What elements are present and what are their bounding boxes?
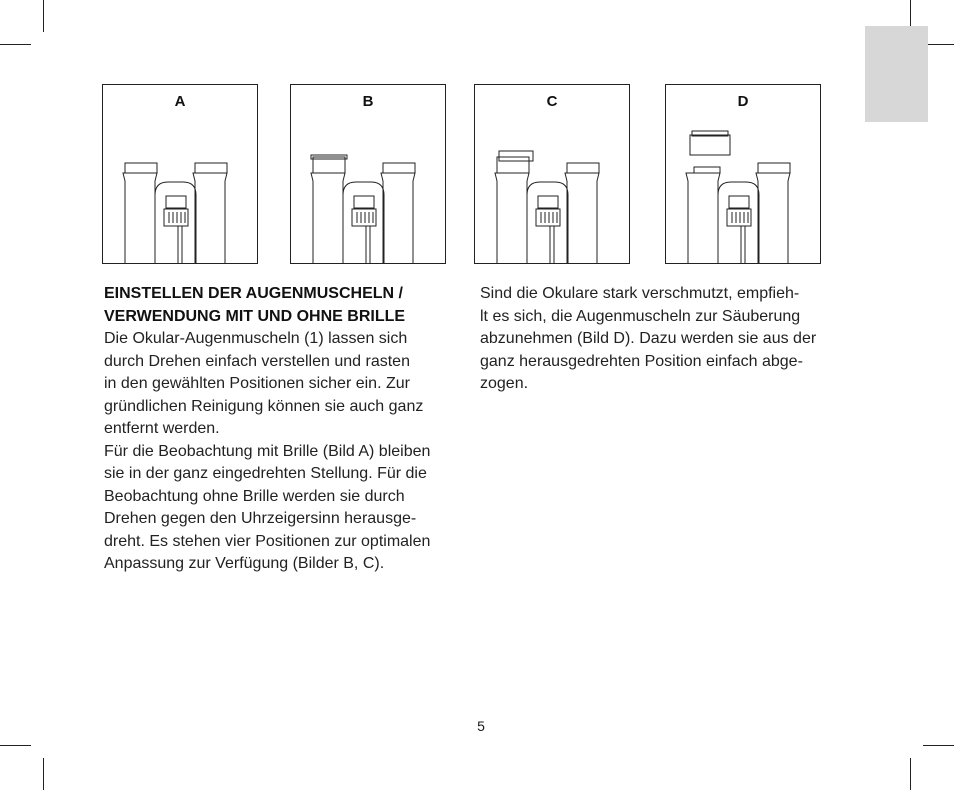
crop-mark bbox=[0, 44, 31, 45]
binocular-illustration bbox=[103, 85, 258, 264]
figure-b bbox=[290, 84, 446, 264]
section-heading bbox=[104, 283, 444, 328]
crop-mark bbox=[910, 758, 911, 790]
text-line: in den gewählten Positionen sicher ein. Zur bbox=[104, 375, 410, 392]
crop-mark bbox=[0, 745, 31, 746]
left-body-text bbox=[104, 328, 430, 576]
binocular-illustration bbox=[291, 85, 446, 264]
text-line: dreht. Es stehen vier Positionen zur optimalen bbox=[104, 532, 431, 550]
figure-label: B bbox=[362, 93, 374, 110]
figure-a bbox=[102, 84, 258, 264]
binocular-illustration bbox=[666, 85, 821, 264]
crop-mark bbox=[43, 758, 44, 790]
page-number: 5 bbox=[477, 718, 485, 734]
figure-label: C bbox=[546, 93, 558, 110]
figure-label: D bbox=[737, 93, 749, 110]
text-line: ganz herausgedrehten Position einfach abge- bbox=[480, 352, 803, 370]
text-line: Die Okular-Augenmuscheln (1) lassen sich bbox=[104, 330, 408, 347]
text-line: Beobachtung ohne Brille werden sie durch bbox=[104, 487, 405, 505]
text-line: Drehen gegen den Uhrzeigersinn herausge- bbox=[104, 510, 417, 527]
text-line: entfernt werden. bbox=[104, 420, 220, 437]
crop-mark bbox=[923, 745, 954, 746]
crop-mark bbox=[43, 0, 44, 32]
text-line: gründlichen Reinigung können sie auch ganz bbox=[104, 397, 424, 415]
text-line: durch Drehen einfach verstellen und rasten bbox=[104, 352, 410, 370]
text-line: zogen. bbox=[480, 375, 529, 392]
figure-d bbox=[665, 84, 821, 264]
heading-line: VERWENDUNG MIT UND OHNE BRILLE bbox=[104, 307, 406, 325]
right-body-text bbox=[480, 283, 816, 396]
text-line: abzunehmen (Bild D). Dazu werden sie aus der bbox=[480, 330, 817, 347]
text-line: sie in der ganz eingedrehten Stellung. Für die bbox=[104, 465, 427, 482]
figure-c bbox=[474, 84, 630, 264]
text-line: Anpassung zur Verfügung (Bilder B, C). bbox=[104, 555, 385, 572]
heading-line: EINSTELLEN DER AUGENMUSCHELN / bbox=[104, 285, 403, 302]
text-line: Für die Beobachtung mit Brille (Bild A) bleiben bbox=[104, 442, 431, 460]
text-line: lt es sich, die Augenmuscheln zur Säuberung bbox=[480, 307, 801, 325]
binocular-illustration bbox=[475, 85, 630, 264]
figure-label: A bbox=[174, 93, 186, 110]
chapter-tab bbox=[865, 26, 928, 122]
text-line: Sind die Okulare stark verschmutzt, empfieh- bbox=[480, 285, 800, 302]
